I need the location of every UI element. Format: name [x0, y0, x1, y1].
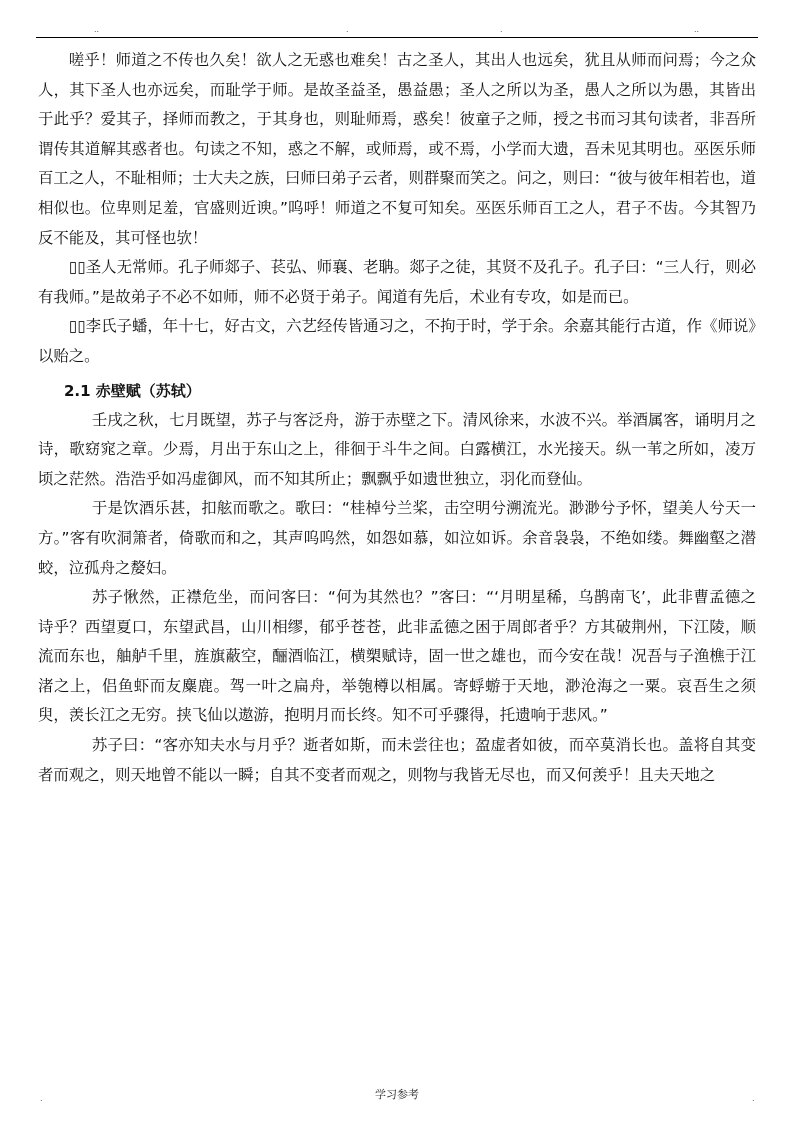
footer-mark: . — [40, 1094, 43, 1103]
section-heading: 2.1 赤壁赋（苏轼） — [64, 381, 201, 400]
paragraph — [38, 312, 756, 371]
footer-mark: . — [752, 1094, 755, 1103]
paragraph-text: 圣人无常师。孔子师郯子、苌弘、师襄、老聃。郯子之徒，其贤不及孔子。孔子曰：“三人行，则必有我师。”是故弟子不必不如师，师不必贤于弟子。闻道有先后，术业有专攻，如是而已。 — [38, 258, 756, 306]
header-rule — [36, 37, 758, 38]
placeholder-glyphs: ▯▯ — [68, 317, 86, 336]
placeholder-glyphs: ▯▯ — [68, 258, 86, 277]
footer-label: 学习参考 — [375, 1088, 419, 1101]
paragraph — [38, 253, 756, 312]
header-mark: .. — [694, 25, 700, 34]
header-mark: .. — [94, 25, 100, 34]
header-mark: . — [500, 25, 503, 34]
paragraph-text: 嗟乎！师道之不传也久矣！欲人之无惑也难矣！古之圣人，其出人也远矣，犹且从师而问焉；今之众人，其下圣人也亦远矣，而耻学于师。是故圣益圣，愚益愚；圣人之所以为圣，愚人之所以为愚，其皆出于此乎？爱其子，择师而教之，于其身也，则耻师焉，惑矣！彼童子之师，授之书而习其句读者，非吾所谓传其道解其惑者也。句读之不知，惑之不解，或师焉，或不焉，小学而大遗，吾未见其明也。巫医乐师百工之人，不耻相师；士大夫之族，曰师曰弟子云者，则群聚而笑之。问之，则曰：“彼与彼年相若也，道相似也。位卑则足羞，官盛则近谀。”呜呼！师道之不复可知矣。巫医乐师百工之人，君子不齿。今其智乃反不能及，其可怪也欤！ — [38, 51, 756, 247]
paragraph — [38, 731, 756, 790]
header-mark: . — [346, 25, 349, 34]
paragraph — [38, 494, 756, 583]
paragraph-text: 李氏子蟠，年十七，好古文，六艺经传皆通习之，不拘于时，学于余。余嘉其能行古道，作《师说》以贻之。 — [38, 317, 756, 365]
paragraph-text: 于是饮酒乐甚，扣舷而歌之。歌曰：“桂棹兮兰桨，击空明兮溯流光。渺渺兮予怀，望美人兮天一方。”客有吹洞箫者，倚歌而和之，其声呜呜然，如怨如慕，如泣如诉。余音袅袅，不绝如缕。舞幽壑之潜蛟，泣孤舟之嫠妇。 — [38, 499, 756, 577]
paragraph-text: 壬戌之秋，七月既望，苏子与客泛舟，游于赤壁之下。清风徐来，水波不兴。举酒属客，诵明月之诗，歌窈窕之章。少焉，月出于东山之上，徘徊于斗牛之间。白露横江，水光接天。纵一苇之所如，凌万顷之茫然。浩浩乎如冯虚御风，而不知其所止；飘飘乎如遗世独立，羽化而登仙。 — [38, 410, 756, 488]
paragraph-text: 苏子曰：“客亦知夫水与月乎？逝者如斯，而未尝往也；盈虚者如彼，而卒莫消长也。盖将自其变者而观之，则天地曾不能以一瞬；自其不变者而观之，则物与我皆无尽也，而又何羡乎！且夫天地之 — [38, 736, 756, 784]
paragraph — [38, 46, 756, 253]
paragraph-text: 苏子愀然，正襟危坐，而问客曰：“何为其然也？”客曰：“‘月明星稀，乌鹊南飞’，此非曹孟德之诗乎？西望夏口，东望武昌，山川相缪，郁乎苍苍，此非孟德之困于周郎者乎？方其破荆州，下江陵，顺流而东也，舳舻千里，旌旗蔽空，酾酒临江，横槊赋诗，固一世之雄也，而今安在哉！况吾与子渔樵于江渚之上，侣鱼虾而友麋鹿。驾一叶之扁舟，举匏樽以相属。寄蜉蝣于天地，渺沧海之一粟。哀吾生之须臾，羡长江之无穷。挟飞仙以遨游，抱明月而长终。知不可乎骤得，托遗响于悲风。” — [38, 588, 756, 725]
document-body — [38, 46, 756, 790]
paragraph — [38, 583, 756, 731]
paragraph — [38, 406, 756, 495]
